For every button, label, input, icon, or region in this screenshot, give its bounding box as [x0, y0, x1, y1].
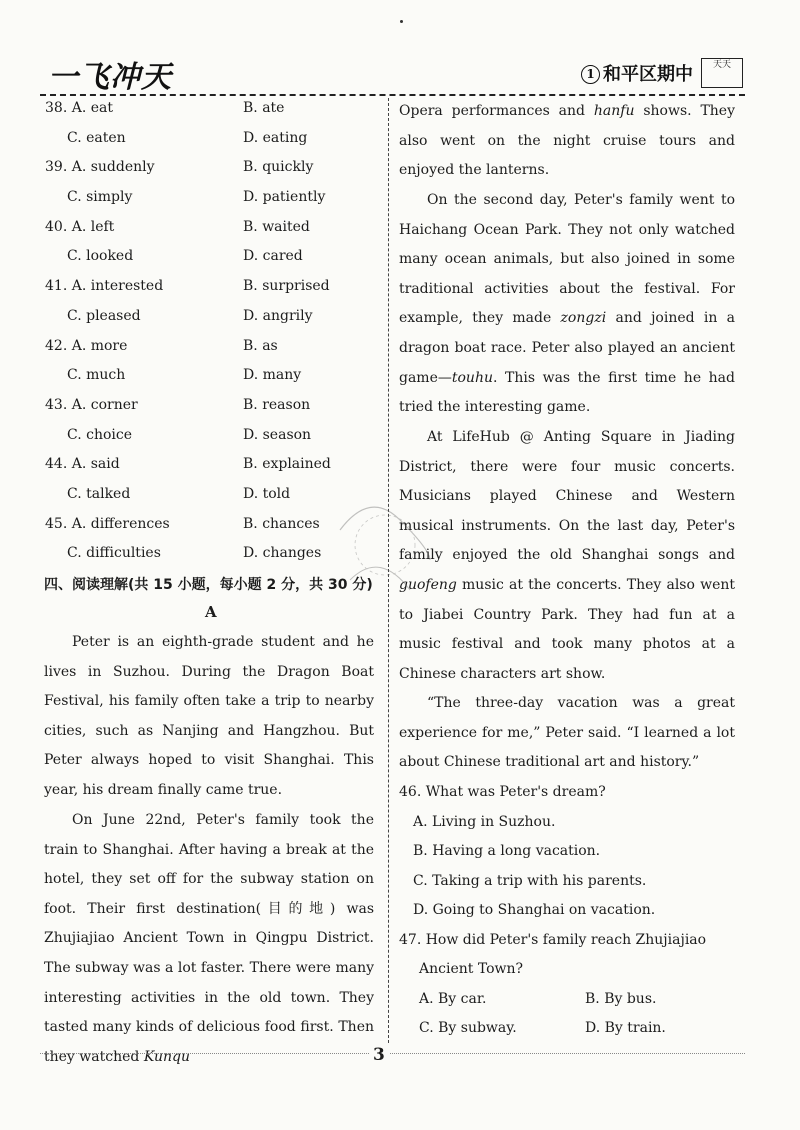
question-47-stem: 47. How did Peter's family reach Zhujiajiao [399, 932, 707, 948]
page-number: 3 [369, 1045, 389, 1065]
option-b: B. chances [243, 515, 320, 532]
school-name: 和平区期中 [603, 64, 693, 85]
option-row [45, 248, 380, 278]
option-c: C. choice [67, 426, 133, 443]
option-row [45, 159, 380, 189]
option-c: C. talked [67, 485, 131, 502]
option-d: D. changes [243, 545, 322, 562]
scan-dot [400, 20, 403, 23]
question-47-option-a: A. By car. [419, 991, 487, 1007]
paragraph-4 [399, 423, 735, 689]
school-label [581, 60, 693, 86]
paragraph-1: Peter is an eighth-grade student and he lives in Suzhou. During the Dragon Boat Festival, his family often take a trip to nearby cities, such as Nanjing and Hangzhou. But Peter always hoped to visit Shanghai. This year, his dream finally came true. [44, 634, 374, 798]
option-d: D. eating [243, 129, 308, 146]
option-b: B. as [243, 337, 278, 354]
paragraph-5: “The three-day vacation was a great experience for me,” Peter said. “I learned a lot about Chinese traditional art and history.” [399, 695, 735, 771]
option-b: B. waited [243, 218, 310, 235]
option-c: C. pleased [67, 307, 141, 324]
question-46-option-a: A. Living in Suzhou. [413, 814, 556, 830]
option-c: C. difficulties [67, 545, 161, 562]
question-46-option-b: B. Having a long vacation. [413, 843, 601, 859]
footer-divider [40, 1053, 745, 1054]
option-row [45, 130, 380, 160]
option-c: C. simply [67, 189, 133, 206]
option-b: B. quickly [243, 159, 314, 176]
paragraph-2-start [44, 806, 374, 1072]
option-d: D. told [243, 485, 291, 502]
paragraph-2-mid: Opera performances and [399, 103, 594, 119]
header-divider [40, 94, 745, 96]
paragraph-2-text: On June 22nd, Peter's family took the train to Shanghai. After having a break at the hotel, they set off for the subway station on foot. Their first destination(目的地) was Zhujiajiao Ancient Town in Qingpu District. The subway was a lot faster. There were many interesting activities in the old town. They tasted many kinds of delicious food first. Then they watched [44, 812, 374, 1065]
option-a: 40. A. left [45, 218, 115, 235]
kunqu-term: Kunqu [143, 1048, 190, 1065]
option-row [45, 338, 380, 368]
section-title: 四、阅读理解(共 15 小题，每小题 2 分，共 30 分) [44, 577, 373, 593]
paragraph-3 [399, 186, 735, 423]
option-d: D. season [243, 426, 312, 443]
option-a: 45. A. differences [45, 515, 170, 532]
option-row [45, 100, 380, 130]
option-d: D. patiently [243, 189, 326, 206]
option-b: B. ate [243, 100, 285, 116]
paragraph-2-end: shows. They also went on the night cruise tours and enjoyed the lanterns. [399, 103, 735, 179]
guofeng-term: guofeng [399, 576, 457, 593]
question-46-stem: 46. What was Peter's dream? [399, 784, 606, 800]
option-row [45, 278, 380, 308]
hanfu-term: hanfu [593, 103, 635, 119]
question-47-option-c: C. By subway. [419, 1020, 517, 1036]
option-b: B. reason [243, 396, 311, 413]
option-row [45, 189, 380, 219]
faint-stamp-mark [330, 470, 440, 620]
option-d: D. angrily [243, 307, 313, 324]
option-d: D. cared [243, 248, 303, 265]
option-c: C. much [67, 367, 126, 384]
paragraph-4-text: At LifeHub @ Anting Square in Jiading District, there were four music concerts. Musicians played Chinese and Western musical instruments. On the last day, Peter's family enjoyed the old Shanghai songs and [399, 429, 735, 564]
paragraph-3-end: . This was the first time he had tried the interesting game. [399, 369, 735, 416]
option-a: 41. A. interested [45, 278, 164, 295]
paragraph-3-text: On the second day, Peter's family went to Haichang Ocean Park. They not only watched many ocean animals, but also joined in some traditional activities about the festival. For example, they made [399, 192, 735, 327]
logo-box: 天天 [701, 58, 743, 88]
paragraph-3-mid: and joined in a dragon boat race. Peter also played an ancient game— [399, 310, 735, 386]
question-46-option-d: D. Going to Shanghai on vacation. [413, 902, 656, 918]
option-c: C. eaten [67, 129, 126, 146]
option-b: B. surprised [243, 278, 330, 295]
option-a: 42. A. more [45, 337, 128, 354]
brand-title: 一飞冲天 [48, 60, 172, 95]
option-c: C. looked [67, 248, 134, 265]
question-46-option-c: C. Taking a trip with his parents. [413, 873, 647, 889]
option-row [45, 427, 380, 457]
circle-number: 1 [581, 65, 600, 84]
question-47-option-d: D. By train. [585, 1020, 666, 1036]
page-header [40, 52, 745, 94]
option-row [45, 308, 380, 338]
option-row [45, 367, 380, 397]
option-a: 44. A. said [45, 456, 120, 473]
question-47-option-b: B. By bus. [585, 991, 657, 1007]
passage-letter: A [205, 603, 217, 621]
option-a: 39. A. suddenly [45, 159, 155, 176]
paragraph-4-end: music at the concerts. They also went to Jiabei Country Park. They had fun at a music festival and took many photos at a Chinese characters art show. [399, 576, 735, 682]
option-b: B. explained [243, 456, 331, 473]
option-d: D. many [243, 367, 302, 384]
paragraph-2-cont [399, 97, 735, 186]
question-47-stem-cont: Ancient Town? [419, 961, 524, 977]
touhu-term: touhu [451, 369, 493, 386]
option-row [45, 397, 380, 427]
option-row [45, 219, 380, 249]
option-a: 43. A. corner [45, 396, 138, 413]
zongzi-term: zongzi [560, 310, 607, 327]
option-a: 38. A. eat [45, 100, 113, 116]
